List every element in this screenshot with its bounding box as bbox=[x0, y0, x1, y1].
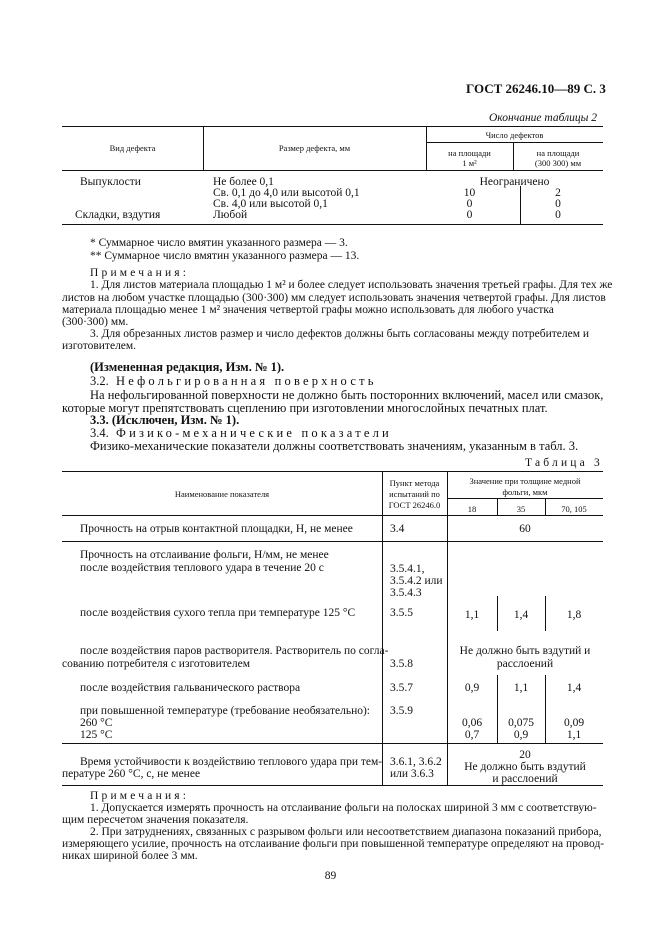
table3-row-v70: 0,09 bbox=[563, 717, 585, 729]
table3-row-name: 260 °С bbox=[80, 717, 113, 729]
table3-row-method: 3.5.9 bbox=[390, 705, 413, 717]
table3-row-v18: 0,9 bbox=[464, 682, 480, 694]
table2-row-size: Любой bbox=[213, 209, 248, 221]
note-line: 1. Для листов материала площадью 1 м² и более следует использовать значения третьей графы. Для тех же bbox=[90, 279, 613, 291]
table3-row-name: при повышенной температуре (требование необязательно): bbox=[80, 705, 370, 717]
table2-col-area1-a: на площади bbox=[448, 148, 491, 158]
table3-row-v70: 1,4 bbox=[566, 682, 582, 694]
notes-heading: Примечания: bbox=[90, 790, 190, 802]
table3-col-method: испытаний по bbox=[389, 489, 440, 499]
table3-row-name: Время устойчивости к воздействию теплового удара при тем- bbox=[80, 756, 383, 768]
table3-row-value: 20 bbox=[519, 749, 531, 761]
table2-row-size: Св. 4,0 или высотой 0,1 bbox=[213, 198, 328, 210]
note-line: 2. При затруднениях, связанных с разрывом фольги или несоответствием диапазона показаний прибора, bbox=[90, 826, 602, 838]
table2-row-v1: 0 bbox=[466, 198, 473, 210]
table2-row-v1: Неограничено bbox=[479, 176, 550, 188]
table3-row-v35: 0,075 bbox=[508, 717, 534, 729]
table3-row-v35: 1,1 bbox=[513, 682, 529, 694]
table3-row-value: и расслоений bbox=[492, 773, 558, 785]
note-line: (300·300) мм. bbox=[62, 316, 129, 328]
table3-row-value: 60 bbox=[519, 523, 531, 535]
table3-row-name: пературе 260 °С, с, не менее bbox=[62, 768, 201, 780]
table3-row-name: после воздействия паров растворителя. Растворитель по согла- bbox=[80, 645, 389, 657]
table3-col-method: Пункт метода bbox=[389, 478, 440, 488]
table3-row-name: Прочность на отрыв контактной площадки, Н, не менее bbox=[80, 523, 353, 535]
table3-row-value: Не должно быть вздутий и bbox=[459, 645, 591, 657]
table3-row-name: 125 °С bbox=[80, 729, 113, 741]
section-3-4-title: Физико-механические показатели bbox=[116, 426, 392, 440]
table2-row-v2: 2 bbox=[555, 187, 561, 199]
table2-row-v2: 0 bbox=[555, 198, 561, 210]
table3-row-name: после воздействия гальванического раствора bbox=[80, 682, 301, 694]
table2-caption: Окончание таблицы 2 bbox=[489, 112, 597, 124]
table3-col-value: Значение при толщине медной bbox=[469, 476, 581, 486]
table2-col-area2-b: (300 300) мм bbox=[534, 158, 582, 168]
note-line: измеряющего усилие, прочность на отслаивание фольги при повышенной температуре определяют на провод- bbox=[62, 838, 605, 850]
note-line: 1. Допускается измерять прочность на отслаивание фольги на полосках шириной 3 мм с соответствую- bbox=[90, 802, 597, 814]
note-line: щим пересчетом значения показателя. bbox=[62, 814, 249, 826]
note-line: листов на любом участке площадью (300·300) мм следует использовать значения четвертой графы. Для листов bbox=[62, 292, 606, 304]
table3-col-70-105: 70, 105 bbox=[561, 504, 587, 514]
table3-row-value: Не должно быть вздутий bbox=[464, 761, 586, 773]
table3-row-name: после воздействия теплового удара в течение 20 с bbox=[80, 562, 324, 574]
table3-col-35: 35 bbox=[516, 504, 526, 514]
table2-row-v2: 0 bbox=[555, 209, 561, 221]
table3-col-value: фольги, мкм bbox=[502, 487, 548, 497]
table3-row-method: 3.5.4.1, bbox=[390, 563, 425, 575]
section-3-4-number: 3.4. bbox=[90, 426, 109, 440]
table2-row-size: Не более 0,1 bbox=[213, 176, 274, 188]
table3-row-v70: 1,8 bbox=[566, 609, 582, 621]
table3-row-method: 3.5.5 bbox=[390, 607, 413, 619]
table3-row-method: 3.5.4.3 bbox=[390, 587, 422, 599]
table3-col-18: 18 bbox=[467, 504, 477, 514]
note-line: изготовителем. bbox=[62, 340, 137, 352]
note-line: никах шириной более 3 мм. bbox=[62, 850, 198, 862]
table2-col-size: Размер дефекта, мм bbox=[278, 143, 351, 153]
section-3-2-number: 3.2. bbox=[90, 374, 109, 388]
table3-row-v35: 1,4 bbox=[513, 609, 529, 621]
table2-row-defect: Складки, вздутия bbox=[75, 209, 161, 221]
table3-row-v18: 0,7 bbox=[464, 729, 480, 741]
page-header-title: ГОСТ 26246.10—89 С. 3 bbox=[466, 81, 606, 96]
section-3-2-title: Нефольгированная поверхность bbox=[116, 374, 377, 388]
section-3-3: 3.3. (Исключен, Изм. № 1). bbox=[90, 413, 240, 427]
table3-row-value: расслоений bbox=[496, 658, 554, 670]
table3-row-method: 3.5.8 bbox=[390, 658, 413, 670]
table3-row-name: после воздействия сухого тепла при температуре 125 °С bbox=[80, 607, 356, 619]
table2-col-area1-b: 1 м² bbox=[462, 158, 477, 168]
table2-row-defect: Выпуклости bbox=[80, 176, 141, 188]
table2-row-size: Св. 0,1 до 4,0 или высотой 0,1 bbox=[213, 187, 360, 199]
table3-row-name: сованию потребителя с изготовителем bbox=[62, 658, 250, 670]
table3-row-method: 3.5.4.2 или bbox=[390, 575, 443, 587]
footnote: ** Суммарное число вмятин указанного размера — 13. bbox=[90, 250, 360, 262]
note-line: 3. Для обрезанных листов размер и число дефектов должны быть согласованы между потребителем и bbox=[90, 328, 590, 340]
table3-row-method: 3.4 bbox=[390, 523, 405, 535]
table2-col-area2-a: на площади bbox=[536, 148, 580, 158]
notes-heading: Примечания: bbox=[90, 267, 190, 279]
table3-col-method: ГОСТ 26246.0 bbox=[388, 500, 441, 510]
revision-note: (Измененная редакция, Изм. № 1). bbox=[90, 360, 285, 374]
table3-row-v18: 0,06 bbox=[461, 717, 483, 729]
table3-caption: Таблица 3 bbox=[525, 457, 603, 469]
table2-col-count: Число дефектов bbox=[485, 130, 544, 140]
table3-row-name: Прочность на отслаивание фольги, Н/мм, не менее bbox=[80, 549, 329, 561]
table3-row-method: 3.5.7 bbox=[390, 682, 413, 694]
table3-col-name: Наименование показателя bbox=[174, 489, 270, 499]
body-line: Физико-механические показатели должны соответствовать значениям, указанным в табл. 3. bbox=[90, 439, 579, 453]
table2-row-v1: 10 bbox=[463, 187, 476, 199]
table2-col-defect: Вид дефекта bbox=[109, 143, 156, 153]
table3-row-v35: 0,9 bbox=[513, 729, 529, 741]
table3-row-v18: 1,1 bbox=[464, 609, 480, 621]
footnote: * Суммарное число вмятин указанного размера — 3. bbox=[90, 237, 348, 249]
note-line: материала площадью менее 1 м² значения четвертой графы можно использовать для любого участка bbox=[62, 304, 554, 316]
table2-row-v1: 0 bbox=[466, 209, 473, 221]
table3-row-v70: 1,1 bbox=[566, 729, 582, 741]
table3-row-method: или 3.6.3 bbox=[390, 768, 434, 780]
body-line: На нефольгированной поверхности не должно быть посторонних включений, масел или смазок, bbox=[90, 388, 604, 402]
page-number: 89 bbox=[324, 870, 337, 882]
table3-row-method: 3.6.1, 3.6.2 bbox=[390, 756, 442, 768]
body-line: которые могут препятствовать сцеплению при изготовлении многослойных печатных плат. bbox=[62, 401, 548, 415]
